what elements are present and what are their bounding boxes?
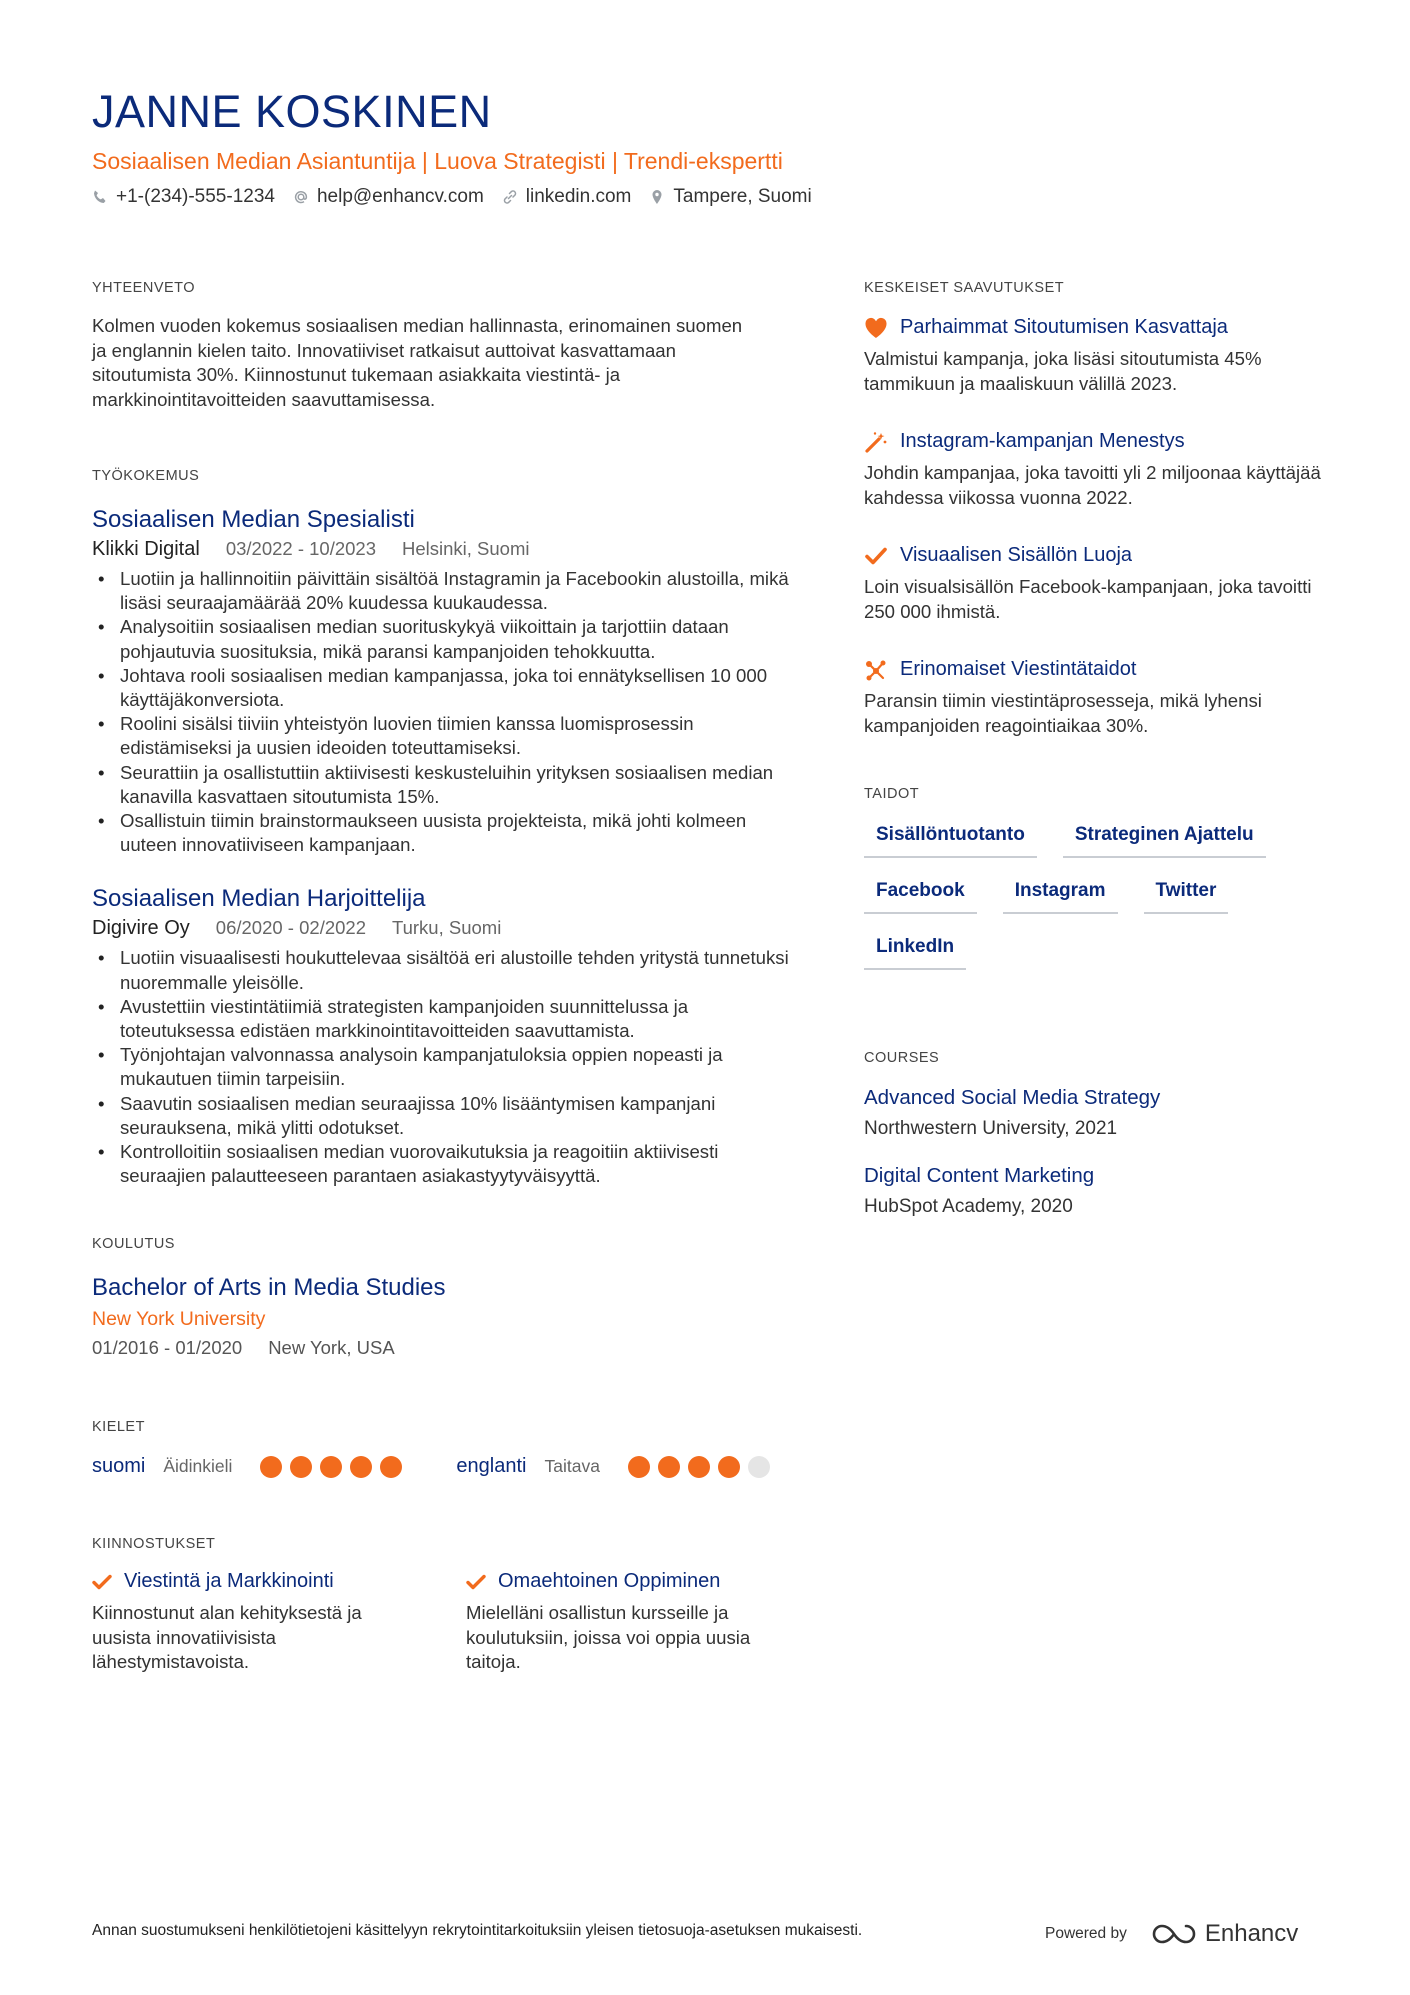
- phone-icon: [92, 189, 108, 205]
- job-bullet: • Roolini sisälsi tiiviin yhteistyön luovien tiimien kanssa luomisprosessin edistämiseksi ja uusien ideoiden toteuttamiseksi.: [92, 712, 792, 760]
- rating-dot-filled: [628, 1456, 650, 1478]
- course-title: Digital Content Marketing: [864, 1164, 1095, 1187]
- job-bullet: • Työnjohtajan valvonnassa analysoin kampanjatuloksia oppien nopeasti ja mukautuen tiimin tarpeisiin.: [92, 1043, 792, 1091]
- section-title: KIINNOSTUKSET: [92, 1536, 216, 1553]
- rating-dot-filled: [350, 1456, 372, 1478]
- powered-by: [1045, 1920, 1298, 1948]
- education-degree: Bachelor of Arts in Media Studies: [92, 1274, 446, 1302]
- rating-dot-filled: [260, 1456, 282, 1478]
- language-name: suomi: [92, 1455, 146, 1478]
- rating-dot-filled: [290, 1456, 312, 1478]
- contact-email[interactable]: [293, 186, 484, 208]
- job-bullets: [92, 946, 792, 1188]
- email-text: help@enhancv.com: [316, 186, 484, 207]
- heart-icon: [864, 317, 888, 339]
- interests-section: [92, 1536, 792, 1675]
- job-meta: [92, 917, 792, 940]
- education-section: [92, 1236, 792, 1359]
- achievement-desc: Loin visualsisällön Facebook-kampanjaan, joka tavoitti 250 000 ihmistä.: [864, 576, 1312, 622]
- location-pin-icon: [649, 189, 665, 205]
- left-column: [92, 280, 792, 1675]
- achievement-item: [864, 430, 1324, 510]
- achievement-title: Parhaimmat Sitoutumisen Kasvattaja: [900, 316, 1228, 338]
- job-company: Klikki Digital: [92, 538, 200, 560]
- language-level: Äidinkieli: [163, 1456, 233, 1477]
- job-entry: [92, 885, 792, 1188]
- powered-by-label: Powered by: [1045, 1925, 1127, 1942]
- skill-tag: Facebook: [864, 880, 977, 914]
- achievement-desc: Johdin kampanjaa, joka tavoitti yli 2 miljoonaa käyttäjää kahdessa viikossa vuonna 2022.: [864, 462, 1321, 508]
- link-icon: [502, 189, 518, 205]
- job-bullet: • Avustettiin viestintätiimiä strategisten kampanjoiden suunnittelussa ja toteutuksessa edistäen markkinointitavoitteiden saavuttamista.: [92, 995, 792, 1043]
- brand-logo[interactable]: [1151, 1920, 1298, 1948]
- rating-dot-filled: [380, 1456, 402, 1478]
- education-location: New York, USA: [268, 1337, 395, 1359]
- language-level: Taitava: [544, 1456, 600, 1477]
- job-bullet: • Luotiin visuaalisesti houkuttelevaa sisältöä eri alustoille tehden yritystä tunnetuksi nuoremmalle yleisölle.: [92, 946, 792, 994]
- location-text: Tampere, Suomi: [673, 186, 812, 207]
- achievement-item: [864, 658, 1324, 738]
- course-org: HubSpot Academy, 2020: [864, 1196, 1073, 1217]
- course-item: [864, 1086, 1324, 1140]
- education-meta: [92, 1337, 792, 1359]
- rating-dot-filled: [718, 1456, 740, 1478]
- achievements-section: [864, 280, 1324, 738]
- check-icon: [864, 545, 888, 567]
- phone-text: +1-(234)-555-1234: [116, 186, 275, 207]
- interest-item: [466, 1570, 780, 1675]
- skill-tag: Instagram: [1003, 880, 1118, 914]
- achievement-title: Visuaalisen Sisällön Luoja: [900, 544, 1133, 566]
- section-title: KOULUTUS: [92, 1236, 175, 1253]
- candidate-tagline: Sosiaalisen Median Asiantuntija | Luova Strategisti | Trendi-ekspertti: [92, 148, 783, 174]
- job-location: Turku, Suomi: [391, 917, 502, 939]
- achievement-title: Erinomaiset Viestintätaidot: [900, 658, 1137, 680]
- section-title: TYÖKOKEMUS: [92, 468, 200, 484]
- summary-section: [92, 280, 792, 412]
- job-entry: [92, 506, 792, 857]
- section-title: KIELET: [92, 1419, 145, 1436]
- job-dates: 06/2020 - 02/2022: [215, 917, 366, 939]
- at-icon: [293, 189, 309, 205]
- section-title: YHTEENVETO: [92, 280, 196, 296]
- language-item: [456, 1455, 770, 1478]
- education-dates: 01/2016 - 01/2020: [92, 1337, 243, 1359]
- check-icon: [466, 1574, 486, 1590]
- job-bullet: • Luotiin ja hallinnoitiin päivittäin sisältöä Instagramin ja Facebookin alustoilla, mikä lisäsi seuraajamäärää 20% kuudessa kuukaudessa.: [92, 567, 792, 615]
- rating-dot-filled: [320, 1456, 342, 1478]
- right-column: [864, 280, 1324, 1242]
- section-title: COURSES: [864, 1050, 940, 1066]
- courses-section: [864, 1050, 1324, 1218]
- job-bullet: • Seurattiin ja osallistuttiin aktiivisesti keskusteluihin yrityksen sosiaalisen median kanavilla kasvattaen sitoutumista 15%.: [92, 761, 792, 809]
- language-list: [92, 1455, 792, 1478]
- consent-note: Annan suostumukseni henkilötietojeni käsittelyyn rekrytointitarkoituksiin yleisen tietosuoja-asetuksen mukaisesti.: [92, 1922, 863, 1939]
- summary-text: Kolmen vuoden kokemus sosiaalisen median hallinnasta, erinomainen suomen ja englannin kielen taito. Innovatiiviset ratkaisut auttoivat kasvattamaan sitoutumista 30%. Kiinnostunut tukemaan asiakkaita viestintä- ja markkinointitavoitteiden saavuttamisessa.: [92, 315, 743, 410]
- contact-phone[interactable]: [92, 186, 275, 208]
- job-bullets: [92, 567, 792, 857]
- job-bullet: • Kontrolloitiin sosiaalisen median vuorovaikutuksia ja reagoitiin aktiivisesti seuraajien palautteeseen parantaen asiakastyytyväisyyttä.: [92, 1140, 792, 1188]
- job-company: Digivire Oy: [92, 917, 190, 940]
- language-rating: [628, 1456, 770, 1478]
- section-title: KESKEISET SAAVUTUKSET: [864, 280, 1065, 296]
- job-bullet: • Osallistuin tiimin brainstormaukseen uusista projekteista, mikä johti kolmeen uuteen innovatiiviseen kampanjaan.: [92, 809, 792, 857]
- magic-wand-icon: [864, 431, 888, 453]
- experience-section: [92, 468, 792, 1188]
- job-bullet: • Analysoitiin sosiaalisen median suorituskykyä viikoittain ja tarjottiin dataan pohjautuvia suosituksia, mikä paransi kampanjoiden tehokkuutta.: [92, 615, 792, 663]
- course-title: Advanced Social Media Strategy: [864, 1086, 1161, 1109]
- language-item: [92, 1455, 402, 1478]
- website-text: linkedin.com: [525, 186, 632, 207]
- rating-dot-filled: [688, 1456, 710, 1478]
- language-name: englanti: [456, 1455, 527, 1478]
- interest-item: [92, 1570, 406, 1675]
- interest-title: Omaehtoinen Oppiminen: [498, 1570, 721, 1593]
- rating-dot-empty: [748, 1456, 770, 1478]
- interest-desc: Kiinnostunut alan kehityksestä ja uusista innovatiivisista lähestymistavoista.: [92, 1602, 362, 1673]
- interest-title: Viestintä ja Markkinointi: [124, 1570, 334, 1593]
- check-icon: [92, 1574, 112, 1590]
- network-icon: [864, 659, 888, 681]
- skill-list: [864, 824, 1334, 970]
- job-title: Sosiaalisen Median Harjoittelija: [92, 885, 426, 913]
- skills-section: [864, 786, 1324, 970]
- language-rating: [260, 1456, 402, 1478]
- contact-location: [649, 186, 811, 208]
- achievement-title: Instagram-kampanjan Menestys: [900, 430, 1185, 452]
- education-school: New York University: [92, 1308, 266, 1331]
- course-item: [864, 1164, 1324, 1218]
- languages-section: [92, 1419, 792, 1478]
- candidate-name: JANNE KOSKINEN: [92, 86, 492, 137]
- rating-dot-filled: [658, 1456, 680, 1478]
- infinity-logo-icon: [1151, 1922, 1197, 1946]
- achievement-desc: Valmistui kampanja, joka lisäsi sitoutumista 45% tammikuun ja maaliskuun välillä 2023.: [864, 348, 1262, 394]
- section-title: TAIDOT: [864, 786, 920, 802]
- achievement-desc: Paransin tiimin viestintäprosesseja, mikä lyhensi kampanjoiden reagointiaikaa 30%.: [864, 690, 1262, 736]
- interest-list: [92, 1570, 792, 1675]
- course-org: Northwestern University, 2021: [864, 1118, 1118, 1139]
- skill-tag: Twitter: [1144, 880, 1229, 914]
- contact-website[interactable]: [502, 186, 632, 208]
- contact-bar: [92, 186, 812, 208]
- skill-tag: Strateginen Ajattelu: [1063, 824, 1266, 858]
- achievement-item: [864, 316, 1324, 396]
- achievement-item: [864, 544, 1324, 624]
- job-dates: 03/2022 - 10/2023: [225, 538, 376, 559]
- job-title: Sosiaalisen Median Spesialisti: [92, 506, 415, 533]
- job-bullet: • Johtava rooli sosiaalisen median kampanjassa, joka toi ennätyksellisen 10 000 käyttäjäkonversiota.: [92, 664, 792, 712]
- job-location: Helsinki, Suomi: [402, 538, 530, 559]
- job-meta: [92, 538, 792, 561]
- job-bullet: • Saavutin sosiaalisen median seuraajissa 10% lisääntymisen kampanjani seurauksena, mikä ylitti odotukset.: [92, 1092, 792, 1140]
- skill-tag: LinkedIn: [864, 936, 966, 970]
- interest-desc: Mielelläni osallistun kursseille ja koulutuksiin, joissa voi oppia uusia taitoja.: [466, 1602, 751, 1673]
- skill-tag: Sisällöntuotanto: [864, 824, 1037, 858]
- brand-name: Enhancv: [1204, 1920, 1299, 1947]
